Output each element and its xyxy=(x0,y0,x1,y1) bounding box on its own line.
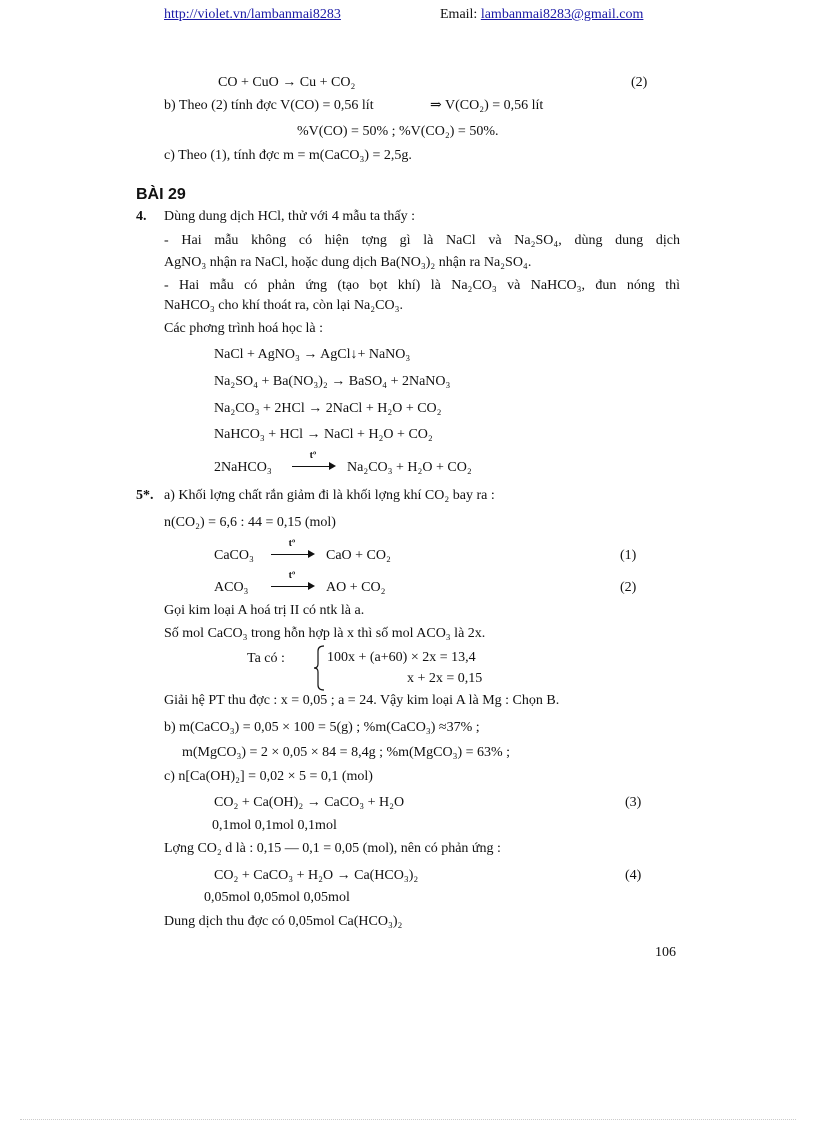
heat-label: tº xyxy=(309,450,317,461)
equation-line: CO₂ + CaCO₃ + H₂O → Ca(HCO₃)₂ xyxy=(214,868,419,883)
mole-line: 0,1mol 0,1mol 0,1mol xyxy=(212,818,337,833)
heat-arrow-icon xyxy=(271,571,313,587)
header-email-label: Email: xyxy=(440,7,478,22)
text-line: ⇒ V(CO₂) = 0,56 lít xyxy=(430,98,544,113)
text-line: - Hai mẫu có phản ứng (tạo bọt khí) là Na₂CO₃ và NaHCO₃, đun nóng thì xyxy=(164,278,680,293)
heat-label: tº xyxy=(288,538,296,549)
text-line: Dùng dung dịch HCl, thử với 4 mẫu ta thấy : xyxy=(164,209,416,224)
text-line: AgNO₃ nhận ra NaCl, hoặc dung dịch Ba(NO₃)₂ nhận ra Na₂SO₄. xyxy=(164,255,532,270)
text-line: b) Theo (2) tính đợc V(CO) = 0,56 lít xyxy=(164,98,374,113)
equation-right: AO + CO₂ xyxy=(326,580,386,595)
equation-right: Na₂CO₃ + H₂O + CO₂ xyxy=(347,460,472,475)
heat-label: tº xyxy=(288,570,296,581)
equation-left: ACO₃ xyxy=(214,580,249,595)
header-email-link[interactable]: lambanmai8283@gmail.com xyxy=(480,7,644,22)
equation-line: Na₂SO₄ + Ba(NO₃)₂ → BaSO₄ + 2NaNO₃ xyxy=(214,374,451,389)
text-line: Lợng CO₂ d là : 0,15 — 0,1 = 0,05 (mol), nên có phản ứng : xyxy=(164,841,501,856)
text-line: a) Khối lợng chất rắn giảm đi là khối lợng khí CO₂ bay ra : xyxy=(164,488,495,503)
brace-icon xyxy=(313,645,325,691)
equation-right: CaO + CO₂ xyxy=(326,548,391,563)
text-line: Số mol CaCO₃ trong hỗn hợp là x thì số mol ACO₃ là 2x. xyxy=(164,626,486,641)
section-heading: BÀI 29 xyxy=(136,186,186,203)
equation-left: 2NaHCO₃ xyxy=(214,460,272,475)
text-line: Gọi kim loại A hoá trị II có ntk là a. xyxy=(164,603,365,618)
heat-arrow-icon xyxy=(292,451,334,467)
equation-number: (2) xyxy=(620,580,637,595)
text-line: c) n[Ca(OH)₂] = 0,02 × 5 = 0,1 (mol) xyxy=(164,769,373,784)
equation-co-cuo: CO + CuO → Cu + CO₂ xyxy=(218,75,356,90)
text-line: c) Theo (1), tính đợc m = m(CaCO₃) = 2,5g. xyxy=(164,148,412,163)
text-line: m(MgCO₃) = 2 × 0,05 × 84 = 8,4g ; %m(MgCO₃) = 63% ; xyxy=(182,745,511,760)
text-line: NaHCO₃ cho khí thoát ra, còn lại Na₂CO₃. xyxy=(164,298,403,313)
heat-arrow-icon xyxy=(271,539,313,555)
system-equation-2: x + 2x = 0,15 xyxy=(407,671,483,686)
equation-line: NaCl + AgNO₃ → AgCl↓+ NaNO₃ xyxy=(214,347,411,362)
question-number: 4. xyxy=(136,209,147,224)
question-number: 5*. xyxy=(136,488,154,503)
system-equation-1: 100x + (a+60) × 2x = 13,4 xyxy=(327,650,476,665)
equation-number: (3) xyxy=(625,795,642,810)
text-line: b) m(CaCO₃) = 0,05 × 100 = 5(g) ; %m(CaCO₃) ≈37% ; xyxy=(164,720,480,735)
equation-line: Na₂CO₃ + 2HCl → 2NaCl + H₂O + CO₂ xyxy=(214,401,442,416)
equation-line: CO₂ + Ca(OH)₂ → CaCO₃ + H₂O xyxy=(214,795,405,810)
equation-number: (4) xyxy=(625,868,642,883)
text-line: Dung dịch thu đợc có 0,05mol Ca(HCO₃)₂ xyxy=(164,914,403,929)
equation-number: (2) xyxy=(631,75,648,90)
header-url-link[interactable]: http://violet.vn/lambanmai8283 xyxy=(164,7,341,22)
equation-left: CaCO₃ xyxy=(214,548,254,563)
equation-line: NaHCO₃ + HCl → NaCl + H₂O + CO₂ xyxy=(214,427,433,442)
text-line: Giải hệ PT thu đợc : x = 0,05 ; a = 24. Vậy kim loại A là Mg : Chọn B. xyxy=(164,693,560,708)
text-line: Ta có : xyxy=(247,651,285,666)
equation-number: (1) xyxy=(620,548,637,563)
page-number: 106 xyxy=(655,945,676,960)
footer-divider xyxy=(20,1119,796,1120)
mole-line: 0,05mol 0,05mol 0,05mol xyxy=(204,890,350,905)
text-line: - Hai mẫu không có hiện tợng gì là NaCl và Na₂SO₄, dùng dung dịch xyxy=(164,233,680,248)
text-line: n(CO₂) = 6,6 : 44 = 0,15 (mol) xyxy=(164,515,336,530)
text-line: %V(CO) = 50% ; %V(CO₂) = 50%. xyxy=(297,124,499,139)
text-line: Các phơng trình hoá học là : xyxy=(164,321,324,336)
